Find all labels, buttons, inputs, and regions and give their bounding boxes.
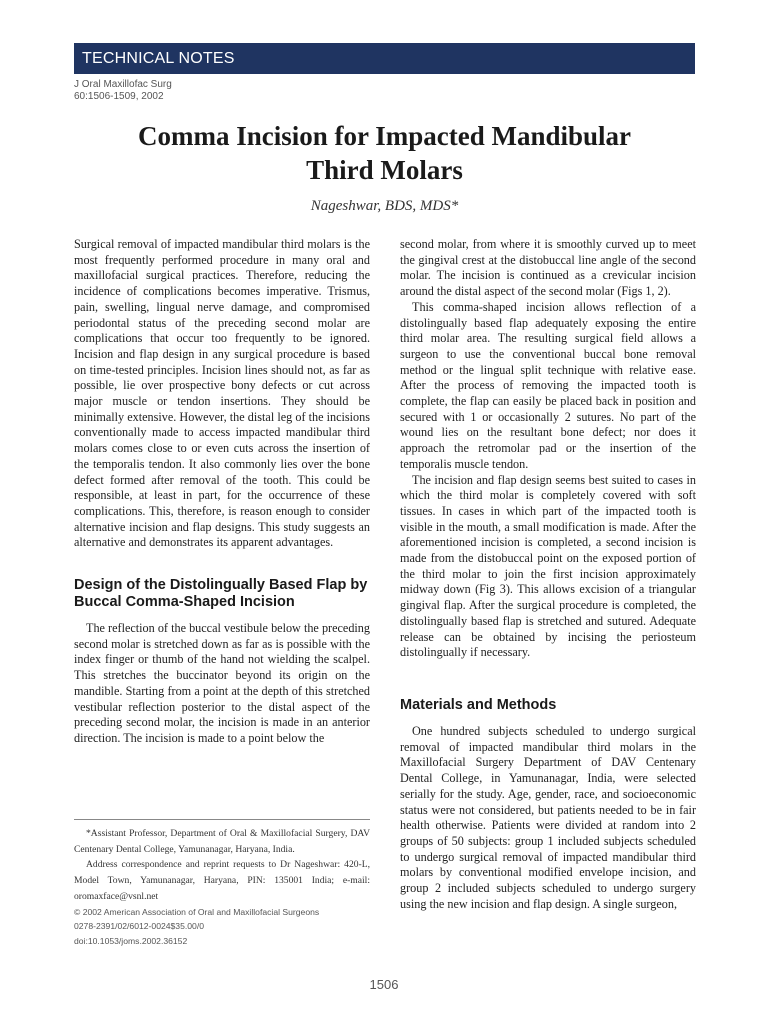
- author-byline: Nageshwar, BDS, MDS*: [310, 198, 459, 214]
- modification-paragraph: The incision and flap design seems best suited to cases in which the third molar is completely covered with soft tissues. In cases in which part of the impacted tooth is visible in the mouth, a small modification is made. After the aforementioned incision is completed, a second incision is made from the distobuccal point on the exposed portion of the third molar to join the first incision approximately midway down (Fig 3). This allows excision of a triangular gingival flap. After the surgical procedure is completed, the distolingually based flap is stretched and sutured. Adequate release can be obtained by incising the periosteum distolingually if necessary.: [400, 472, 696, 660]
- incision-continued-paragraph: second molar, from where it is smoothly curved up to meet the gingival crest at the distobuccal line angle of the second molar. The incision is continued as a crevicular incision around the distal aspect of the second molar (Figs 1, 2).: [400, 237, 696, 299]
- methods-paragraph: One hundred subjects scheduled to undergo surgical removal of impacted mandibular third molars in the Maxillofacial Surgery Department of DAV Centenary Dental College, in Yamunanagar, India, were selected serially for the study. Age, gender, race, and socioeconomic status were not considered, but patients needed to be in fair health otherwise. Patients were divided at random into 2 groups of 50 subjects: group 1 included subjects scheduled to undergo surgical removal of impacted mandibular third molars by conventional modified envelope incision, and group 2 included subjects scheduled to undergo surgery using the new incision and flap design. A single surgeon,: [400, 723, 696, 911]
- journal-volume: 60:1506-1509, 2002: [74, 91, 164, 102]
- affiliation-note: *Assistant Professor, Department of Oral & Maxillofacial Surgery, DAV Centenary Dental College, Yamunanagar, Haryana, India.: [74, 828, 370, 855]
- doi-line: doi:10.1053/joms.2002.36152: [74, 935, 188, 946]
- right-column: [400, 237, 696, 912]
- design-paragraph: The reflection of the buccal vestibule below the preceding second molar is stretched down as far as is possible with the index finger or thumb of the hand not wielding the scalpel. This stretches the buccinator beyond its origin on the mandible. Starting from a point at the depth of this stretched vestibular reflection posterior to the distal aspect of the preceding second molar, the incision is made in an anterior direction. The incision is made to a point below the: [74, 621, 370, 745]
- title-line-1: Comma Incision for Impacted Mandibular: [137, 121, 632, 151]
- intro-paragraph: Surgical removal of impacted mandibular third molars is the most frequently performed procedure in many oral and maxillofacial surgical practices. Therefore, reducing the incidence of complications becomes imperative. Trismus, pain, swelling, lingual nerve damage, and compromised periodontal status of the preceding second molar are complications that occur too frequently to be ignored. Incision and flap design in any surgical procedure is based on time-tested principles. Incision lines should not, as far as possible, lie over prospective bony defects or cut across major muscle or tendon insertions. They should be minimally extensive. However, the distal leg of the incisions conventionally made to access impacted mandibular third molars comes close to or even cuts across the insertion of the temporalis tendon. It also commonly lies over the bone defect formed after removal of the tooth. This could be responsible, at least in part, for the occurrence of these complications. This, therefore, is reason enough to consider alternative incision and flap designs. This study suggests an alternative and demonstrates its apparent advantages.: [74, 237, 370, 550]
- article-title: [74, 119, 695, 187]
- title-line-2: Third Molars: [306, 155, 463, 185]
- footnote: [74, 819, 370, 948]
- left-column: [74, 237, 370, 747]
- journal-citation: [74, 79, 172, 103]
- issn-code: 0278-2391/02/6012-0024$35.00/0: [74, 921, 204, 932]
- page-number: 1506: [369, 977, 399, 992]
- copyright-line: © 2002 American Association of Oral and Maxillofacial Surgeons: [74, 906, 320, 917]
- journal-name: J Oral Maxillofac Surg: [74, 79, 172, 90]
- design-heading: Design of the Distolingually Based Flap by Buccal Comma-Shaped Incision: [74, 577, 368, 611]
- section-label: TECHNICAL NOTES: [82, 50, 235, 67]
- methods-heading: Materials and Methods: [400, 696, 557, 713]
- flap-reflection-paragraph: This comma-shaped incision allows reflection of a distolingually based flap adequately exposing the entire third molar area. The resulting surgical field allows a surgeon to use the conventional buccal bone removal method or the lingual split technique with relative ease. After the process of removing the impacted tooth is complete, the flap can easily be placed back in position and secured with 1 or occasionally 2 sutures. No part of the wound lies on the resultant bone defect; nor does it approach the retromolar pad or the insertion of the temporalis muscle tendon.: [400, 299, 696, 471]
- correspondence-note: Address correspondence and reprint requests to Dr Nageshwar: 420-L, Model Town, Yamunanagar, Haryana, PIN: 135001 India; e-mail: oromaxface@vsnl.net: [74, 859, 370, 902]
- section-banner: [74, 43, 695, 74]
